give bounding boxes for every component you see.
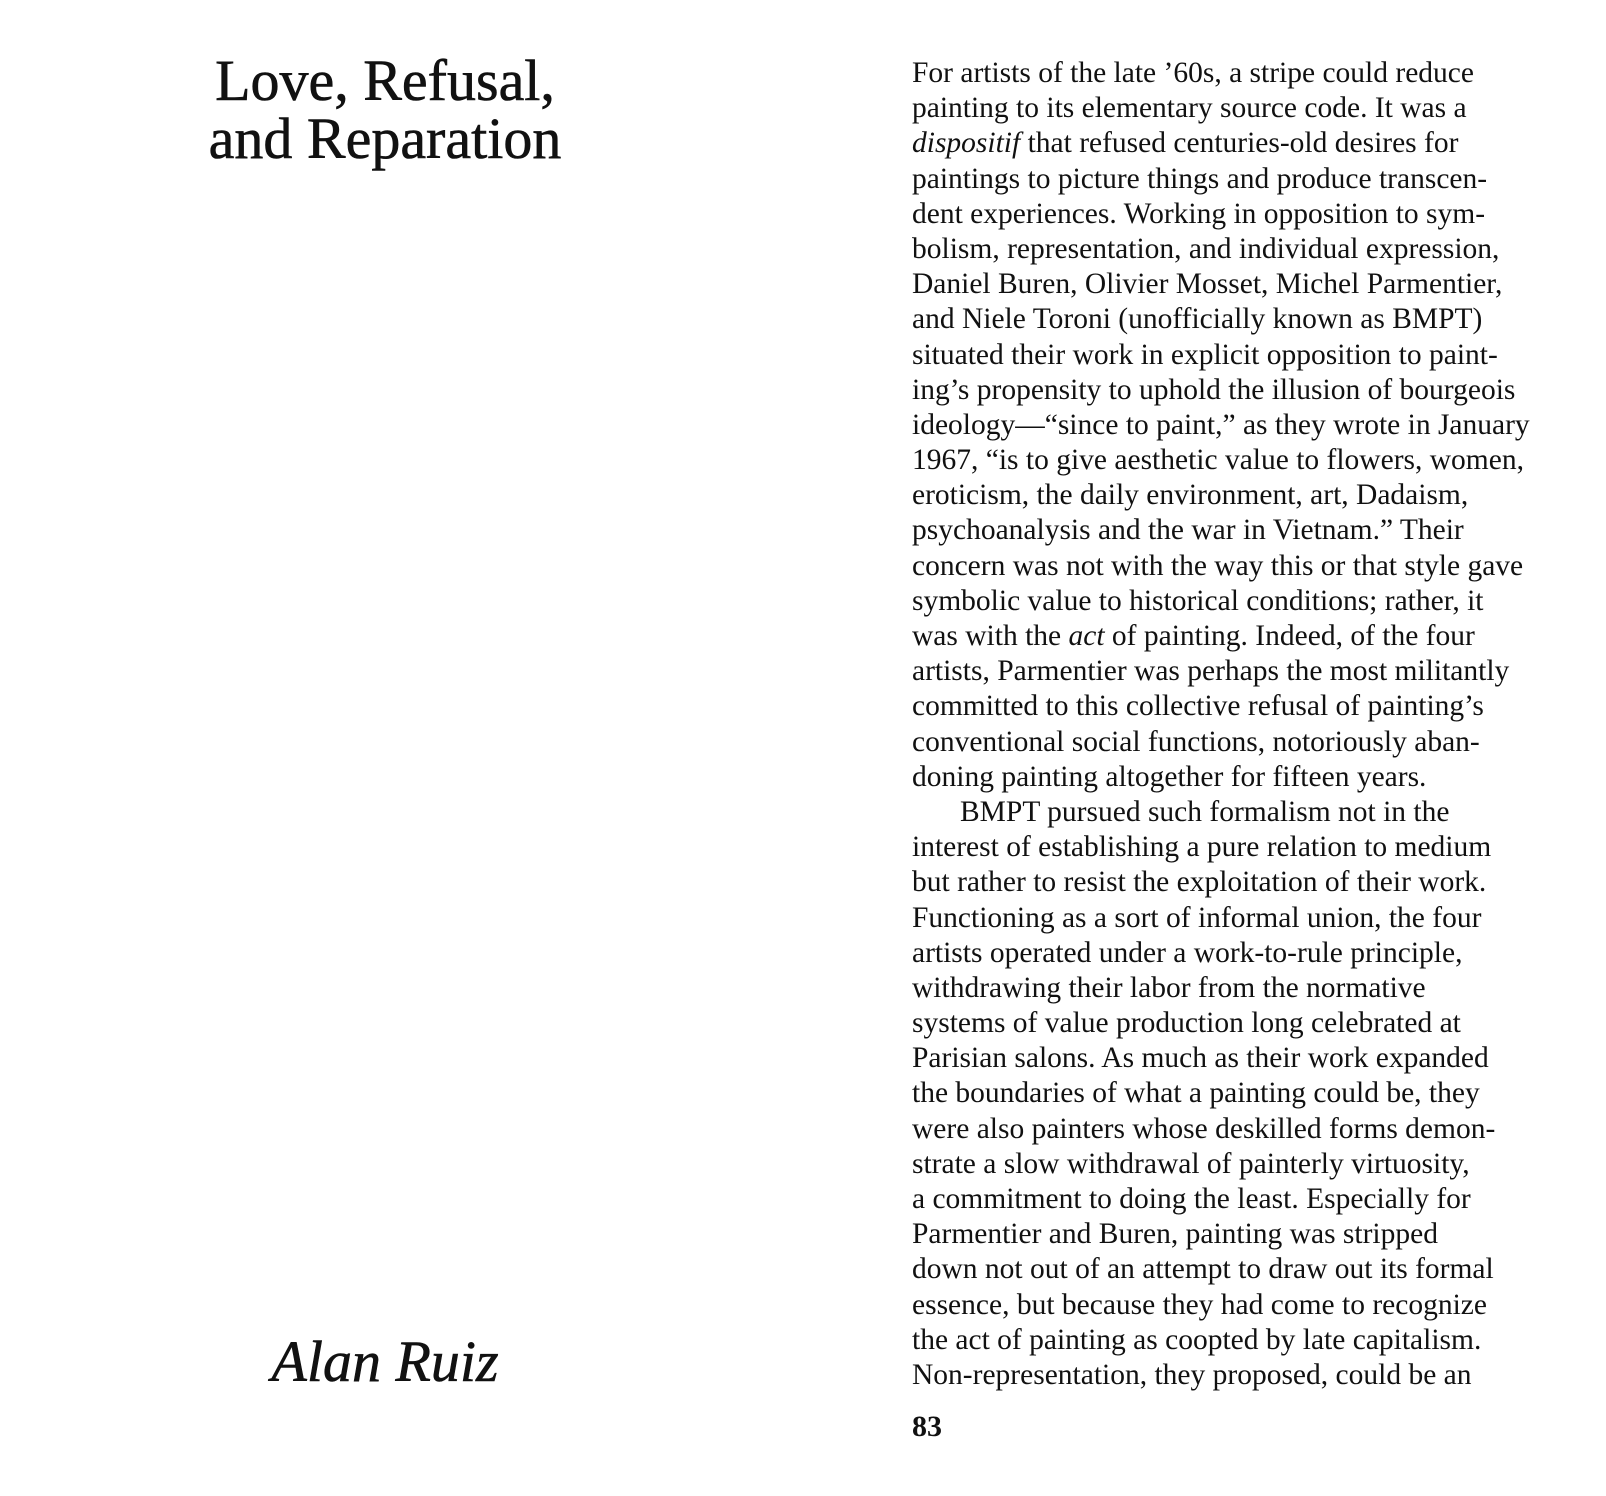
italic-term: act xyxy=(1068,620,1105,652)
text-line: psychoanalysis and the war in Vietnam.” Their xyxy=(912,514,1464,547)
text-line: were also painters whose deskilled forms demon- xyxy=(912,1112,1496,1145)
title-line-1: Love, Refusal, xyxy=(215,48,555,113)
text-fragment: of painting. Indeed, of the four xyxy=(1104,620,1475,652)
text-line: interest of establishing a pure relation to medium xyxy=(912,831,1492,864)
text-line: painting to its elementary source code. It was a xyxy=(912,92,1467,125)
text-line: concern was not with the way this or that style gave xyxy=(912,549,1524,582)
text-line: the act of painting as coopted by late capitalism. xyxy=(912,1323,1482,1356)
text-line: ideology—“since to paint,” as they wrote in January xyxy=(912,408,1530,441)
text-line: 1967, “is to give aesthetic value to flowers, women, xyxy=(912,444,1524,477)
page-number: 83 xyxy=(912,1410,942,1443)
text-line: withdrawing their labor from the normative xyxy=(912,971,1426,1004)
text-line: Daniel Buren, Olivier Mosset, Michel Parmentier, xyxy=(912,268,1503,301)
text-line: down not out of an attempt to draw out its formal xyxy=(912,1253,1494,1286)
text-line: and Niele Toroni (unofficially known as BMPT) xyxy=(912,303,1483,336)
text-line: a commitment to doing the least. Especially for xyxy=(912,1183,1471,1215)
title-line-2: and Reparation xyxy=(208,106,562,171)
text-line: the boundaries of what a painting could be, they xyxy=(912,1077,1480,1110)
right-page xyxy=(912,56,1552,1393)
text-line: symbolic value to historical conditions; rather, it xyxy=(912,584,1484,617)
text-line: artists, Parmentier was perhaps the most militantly xyxy=(912,655,1510,688)
text-line: Parisian salons. As much as their work expanded xyxy=(912,1042,1489,1075)
text-line: artists operated under a work-to-rule principle, xyxy=(912,936,1463,969)
text-line: Non-representation, they proposed, could be an xyxy=(912,1358,1472,1391)
essay-title xyxy=(100,48,670,171)
text-line: but rather to resist the exploitation of their work. xyxy=(912,866,1487,899)
text-line: BMPT pursued such formalism not in the xyxy=(960,795,1450,828)
text-line xyxy=(912,126,1552,161)
text-line: ing’s propensity to uphold the illusion of bourgeois xyxy=(912,373,1516,406)
body-text xyxy=(912,56,1552,1393)
text-line: Functioning as a sort of informal union, the four xyxy=(912,901,1482,934)
text-fragment: was with the xyxy=(912,620,1069,652)
text-line: strate a slow withdrawal of painterly virtuosity, xyxy=(912,1147,1470,1180)
text-line: For artists of the late ’60s, a stripe could reduce xyxy=(912,57,1474,89)
text-line: doning painting altogether for fifteen years. xyxy=(912,760,1427,793)
text-line: bolism, representation, and individual expression, xyxy=(912,232,1500,265)
text-line: systems of value production long celebrated at xyxy=(912,1007,1461,1040)
text-line xyxy=(912,619,1552,654)
text-line: committed to this collective refusal of painting’s xyxy=(912,690,1484,723)
text-line: essence, but because they had come to recognize xyxy=(912,1288,1487,1321)
author-name: Alan Ruiz xyxy=(271,1329,499,1394)
text-line: Parmentier and Buren, painting was stripped xyxy=(912,1218,1438,1251)
italic-term: dispositif xyxy=(912,127,1021,160)
text-line: conventional social functions, notoriously aban- xyxy=(912,725,1480,758)
text-line: paintings to picture things and produce transcen- xyxy=(912,162,1488,195)
text-line: dent experiences. Working in opposition to sym- xyxy=(912,197,1486,230)
text-fragment: that refused centuries-old desires for xyxy=(1020,127,1459,160)
left-page xyxy=(0,0,790,1496)
text-line: eroticism, the daily environment, art, Dadaism, xyxy=(912,479,1469,512)
text-line: situated their work in explicit opposition to paint- xyxy=(912,338,1498,371)
